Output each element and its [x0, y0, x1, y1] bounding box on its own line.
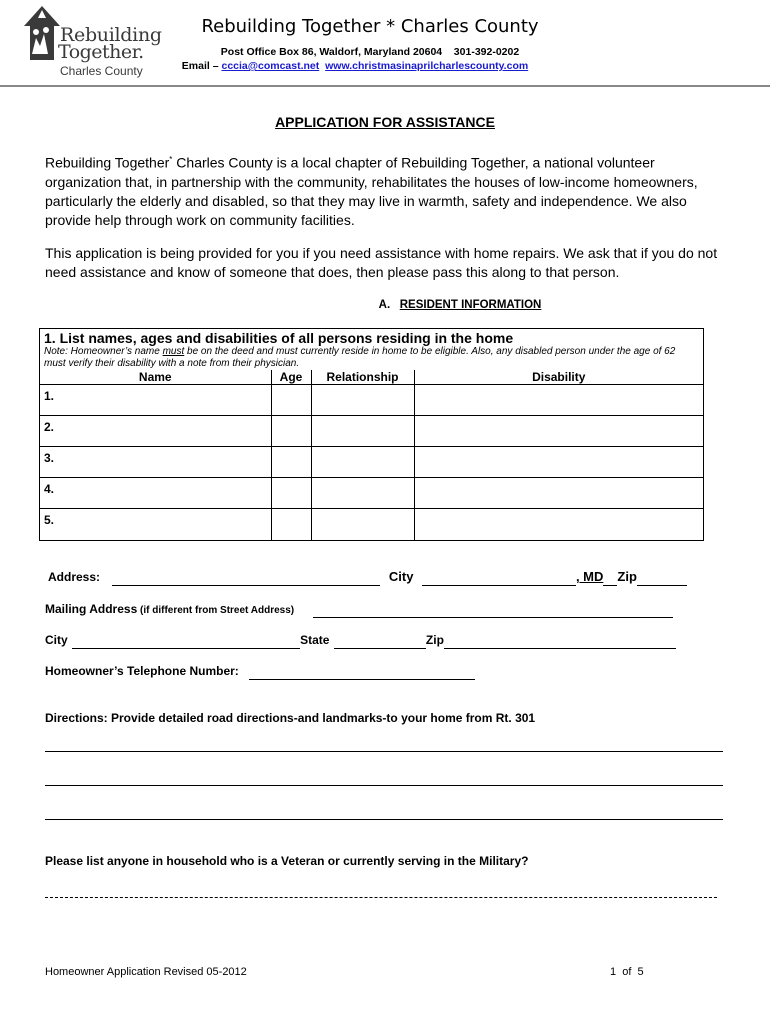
- city-field[interactable]: [72, 636, 300, 649]
- age-cell[interactable]: [271, 478, 311, 509]
- city-label: City: [45, 633, 68, 647]
- email-link[interactable]: cccia@comcast.net: [221, 60, 320, 72]
- row-number[interactable]: 2.: [40, 416, 271, 447]
- header-title: Rebuilding Together * Charles County: [201, 16, 539, 37]
- logo: [22, 4, 162, 82]
- zip-inline-field[interactable]: [637, 573, 687, 586]
- md-gap: [603, 573, 617, 586]
- mailing-note: (if different from Street Address): [137, 605, 295, 616]
- logo-text-rebuilding: Rebuilding: [60, 24, 162, 46]
- logo-text-together: Together.: [58, 41, 144, 63]
- footer-page-number: 1 of 5: [610, 966, 644, 978]
- state-field[interactable]: [334, 636, 426, 649]
- phone-row: [45, 662, 725, 680]
- table-row: [40, 416, 703, 447]
- header-address: [180, 46, 560, 58]
- city-inline-label: City: [388, 569, 414, 584]
- phone-label: Homeowner’s Telephone Number:: [45, 664, 239, 678]
- row-number[interactable]: 5.: [40, 509, 271, 540]
- note-part-2: be on the deed and must currently reside in home to be eligible. Also, any disabled person under the age of 62 must verify their disability with a note from their physician.: [44, 346, 676, 369]
- table-row: [40, 509, 703, 540]
- disability-cell[interactable]: [414, 416, 703, 447]
- address-label: Address:: [48, 570, 101, 584]
- disability-cell[interactable]: [414, 385, 703, 416]
- col-age: Age: [271, 370, 311, 385]
- note-must: must: [162, 346, 185, 357]
- row-number[interactable]: 4.: [40, 478, 271, 509]
- intro-paragraph: [45, 150, 725, 230]
- relationship-cell[interactable]: [311, 509, 414, 540]
- disability-cell[interactable]: [414, 447, 703, 478]
- zip-field[interactable]: [444, 636, 676, 649]
- relationship-cell[interactable]: [311, 416, 414, 447]
- col-relationship: Relationship: [311, 370, 414, 385]
- col-name: Name: [40, 370, 271, 385]
- relationship-cell[interactable]: [311, 478, 414, 509]
- email-label: Email –: [181, 60, 222, 72]
- address-field[interactable]: [112, 573, 380, 586]
- col-disability: Disability: [532, 370, 586, 384]
- intro-text: Charles County is a local chapter of Rebuilding Together, a national volunteer organization that, in partnership with the community, rehabilitates the houses of low-income homeowners, particularly the elderly and disabled, so that they may live in warmth, safety and independence. We also provide help through work on community facilities.: [45, 154, 698, 228]
- table-note: [40, 346, 703, 370]
- directions-line-3[interactable]: [45, 819, 723, 820]
- age-cell[interactable]: [271, 447, 311, 478]
- age-cell[interactable]: [271, 509, 311, 540]
- note-part-1: Note: Homeowner’s name: [44, 346, 163, 357]
- footer-revision: Homeowner Application Revised 05-2012: [45, 966, 247, 978]
- veteran-label: Please list anyone in household who is a Veteran or currently serving in the Military?: [45, 854, 529, 868]
- directions-line-2[interactable]: [45, 785, 723, 786]
- website-link[interactable]: www.christmasinaprilcharlescounty.com: [325, 60, 529, 72]
- age-cell[interactable]: [271, 416, 311, 447]
- resident-table: [39, 328, 704, 541]
- address-line: Post Office Box 86, Waldorf, Maryland 20604 301-392-0202: [220, 46, 520, 58]
- mailing-row: [45, 600, 725, 618]
- purpose-paragraph: This application is being provided for you if you need assistance with home repairs. We ask that if you do not need assistance and know of someone that does, then please pass this along to that person.: [45, 245, 718, 280]
- directions-line-1[interactable]: [45, 751, 723, 752]
- table-row: [40, 385, 703, 416]
- table-title: 1. List names, ages and disabilities of all persons residing in the home: [44, 330, 514, 346]
- house-people-icon: [22, 4, 62, 66]
- city-inline-field[interactable]: [422, 573, 576, 586]
- intro-star: *: [169, 155, 173, 164]
- logo-county: Charles County: [60, 64, 143, 78]
- section-a-prefix: A.: [378, 299, 391, 311]
- table-row: [40, 478, 703, 509]
- city-state-zip-row: [45, 631, 725, 649]
- phone-field[interactable]: [249, 667, 475, 680]
- section-a-title: RESIDENT INFORMATION: [399, 299, 542, 311]
- section-a-heading: [0, 299, 770, 311]
- header-contact: [150, 60, 560, 72]
- zip-label: Zip: [425, 633, 444, 647]
- row-number[interactable]: 1.: [40, 385, 271, 416]
- application-title: APPLICATION FOR ASSISTANCE: [275, 114, 495, 130]
- zip-inline-label: Zip: [617, 569, 637, 584]
- disability-cell[interactable]: [414, 509, 703, 540]
- intro-org: Rebuilding Together: [45, 154, 170, 171]
- veteran-field[interactable]: [45, 897, 717, 898]
- mailing-label: Mailing Address: [45, 602, 138, 616]
- state-label: State: [300, 633, 330, 647]
- relationship-cell[interactable]: [311, 385, 414, 416]
- row-number[interactable]: 3.: [40, 447, 271, 478]
- age-cell[interactable]: [271, 385, 311, 416]
- relationship-cell[interactable]: [311, 447, 414, 478]
- mailing-field[interactable]: [313, 605, 673, 618]
- header-divider: [0, 85, 770, 87]
- directions-label: Directions: Provide detailed road directions-and landmarks-to your home from Rt. 301: [45, 711, 536, 725]
- md-label: , MD: [575, 569, 604, 584]
- table-row: [40, 447, 703, 478]
- address-row: [48, 568, 728, 586]
- disability-cell[interactable]: [414, 478, 703, 509]
- resident-grid: [40, 370, 703, 540]
